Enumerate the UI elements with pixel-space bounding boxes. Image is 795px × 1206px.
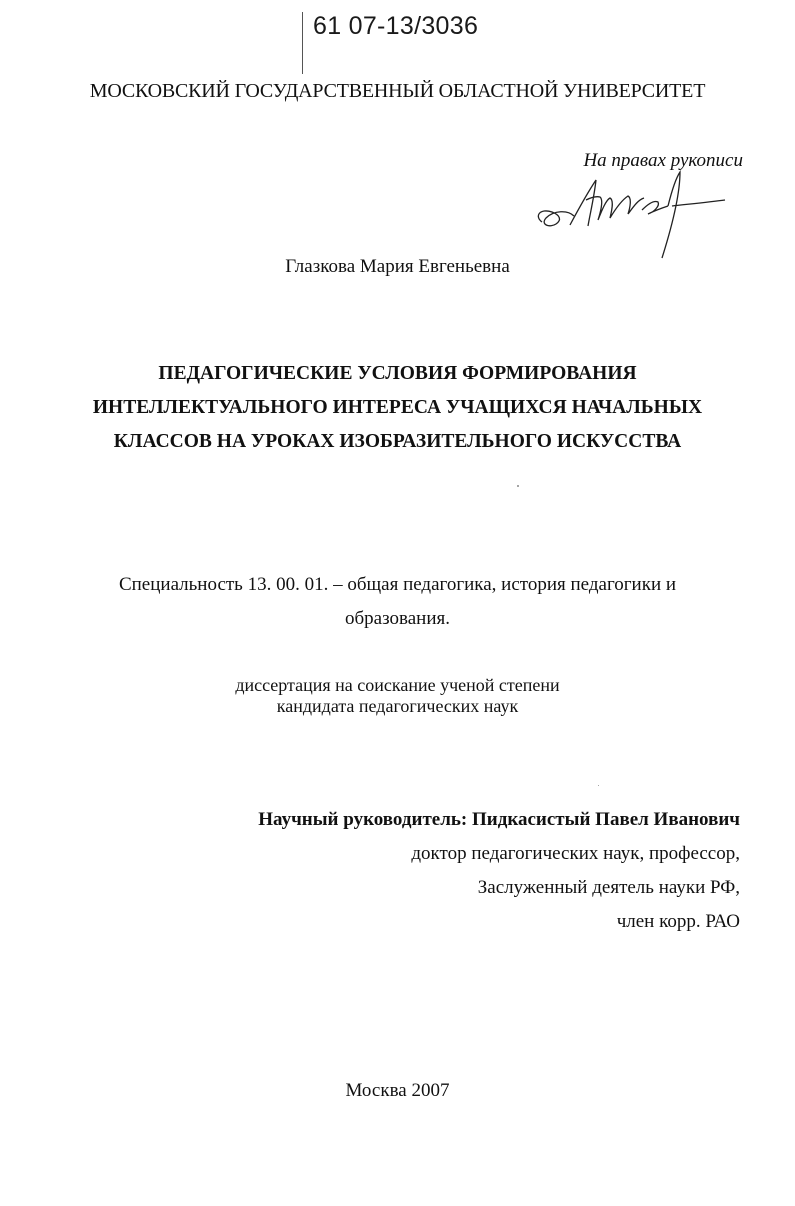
advisor-line-1 [258, 803, 740, 837]
author-name: Глазкова Мария Евгеньевна [285, 256, 510, 277]
title-line-1: ПЕДАГОГИЧЕСКИЕ УСЛОВИЯ ФОРМИРОВАНИЯ [158, 363, 637, 384]
specialty-line-2: образования. [345, 608, 450, 629]
scan-speck [598, 785, 599, 786]
advisor-membership: член корр. РАО [616, 911, 740, 932]
advisor-label: Научный руководитель: [258, 809, 468, 830]
title-line-2: ИНТЕЛЛЕКТУАЛЬНОГО ИНТЕРЕСА УЧАЩИХСЯ НАЧАЛЬНЫХ [92, 397, 703, 418]
degree-line-1: диссертация на соискание ученой степени [235, 675, 560, 695]
advisor-honor: Заслуженный деятель науки РФ, [477, 877, 740, 898]
dissertation-title [0, 357, 795, 459]
degree-line-2: кандидата педагогических наук [276, 696, 519, 716]
title-line-3: КЛАССОВ НА УРОКАХ ИЗОБРАЗИТЕЛЬНОГО ИСКУССТВА [113, 431, 682, 452]
stamp-divider [302, 12, 303, 74]
manuscript-note: На правах рукописи [583, 150, 743, 171]
document-number: 61 07-13/3036 [313, 12, 479, 40]
scan-speck [517, 485, 519, 487]
university-name: МОСКОВСКИЙ ГОСУДАРСТВЕННЫЙ ОБЛАСТНОЙ УНИВЕРСИТЕТ [89, 80, 706, 102]
specialty [0, 568, 795, 636]
scientific-advisor [258, 803, 740, 939]
handwritten-signature [530, 170, 730, 265]
advisor-name: Пидкасистый Павел Иванович [472, 809, 740, 830]
degree-statement [0, 675, 795, 717]
specialty-line-1: Специальность 13. 00. 01. – общая педагогика, история педагогики и [118, 574, 677, 595]
advisor-degree: доктор педагогических наук, профессор, [411, 843, 740, 864]
city-year: Москва 2007 [345, 1080, 450, 1101]
